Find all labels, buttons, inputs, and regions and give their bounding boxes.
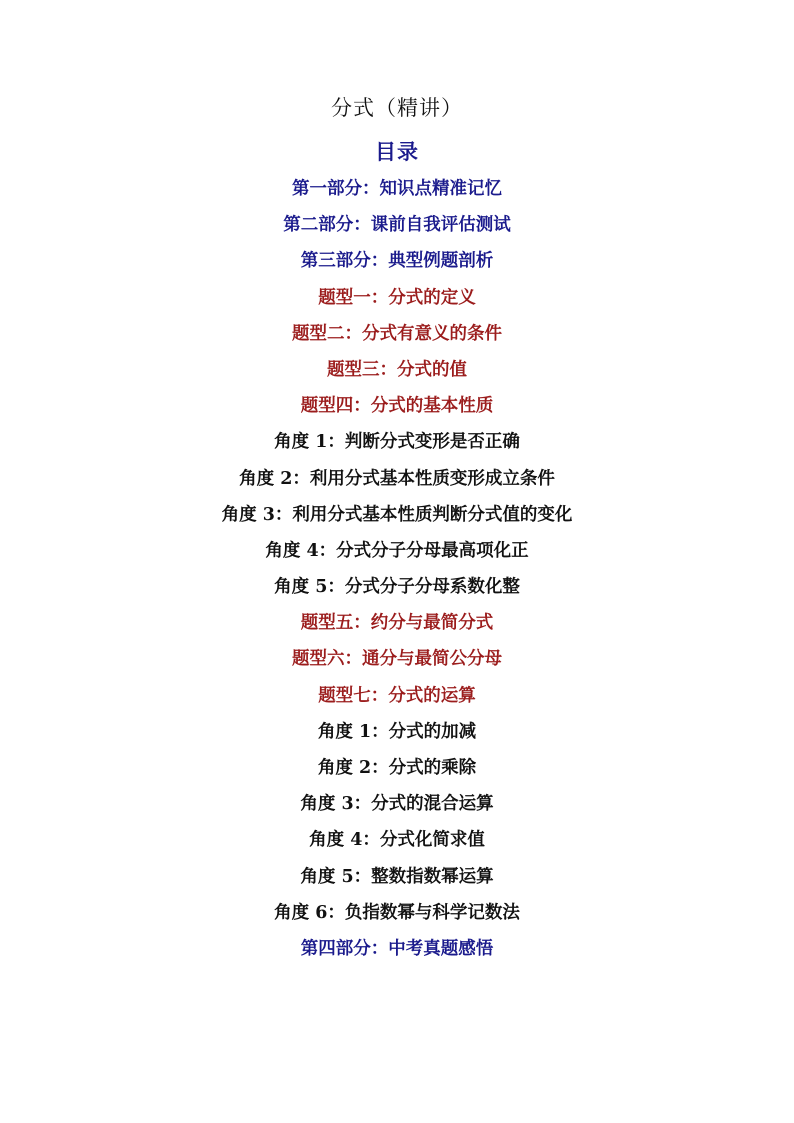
toc-item-part: 第四部分：中考真题感悟 xyxy=(300,938,494,959)
toc-item-angle: 角度 5：分式分子分母系数化整 xyxy=(274,577,520,598)
toc-item-type: 题型三：分式的值 xyxy=(327,359,467,380)
toc-item-part: 第二部分：课前自我评估测试 xyxy=(283,215,511,236)
toc-item-type: 题型七：分式的运算 xyxy=(318,685,476,706)
toc-item-type: 题型二：分式有意义的条件 xyxy=(292,323,502,344)
toc-item-type: 题型六：通分与最简公分母 xyxy=(292,649,502,670)
toc-item-angle: 角度 5：整数指数幂运算 xyxy=(300,866,494,887)
table-of-contents xyxy=(0,175,794,971)
document-title: 分式（精讲） xyxy=(331,96,463,120)
toc-item-type: 题型四：分式的基本性质 xyxy=(300,396,494,417)
toc-item-type: 题型一：分式的定义 xyxy=(318,287,476,308)
toc-item-angle: 角度 1：判断分式变形是否正确 xyxy=(274,432,520,453)
toc-heading: 目录 xyxy=(375,139,419,164)
toc-item-angle: 角度 2：利用分式基本性质变形成立条件 xyxy=(239,468,555,489)
toc-item-angle: 角度 4：分式化简求值 xyxy=(309,830,485,851)
toc-item-type: 题型五：约分与最简分式 xyxy=(300,613,494,634)
toc-item-part: 第三部分：典型例题剖析 xyxy=(300,251,494,272)
toc-item-angle: 角度 2：分式的乘除 xyxy=(317,758,477,778)
toc-item-angle: 角度 6：负指数幂与科学记数法 xyxy=(274,902,520,923)
toc-item-angle: 角度 3：分式的混合运算 xyxy=(300,794,494,815)
toc-item-angle: 角度 1：分式的加减 xyxy=(317,721,477,742)
toc-item-angle: 角度 3：利用分式基本性质判断分式值的变化 xyxy=(221,504,573,525)
toc-item-part: 第一部分：知识点精准记忆 xyxy=(292,179,502,199)
toc-item-angle: 角度 4：分式分子分母最高项化正 xyxy=(265,540,529,561)
